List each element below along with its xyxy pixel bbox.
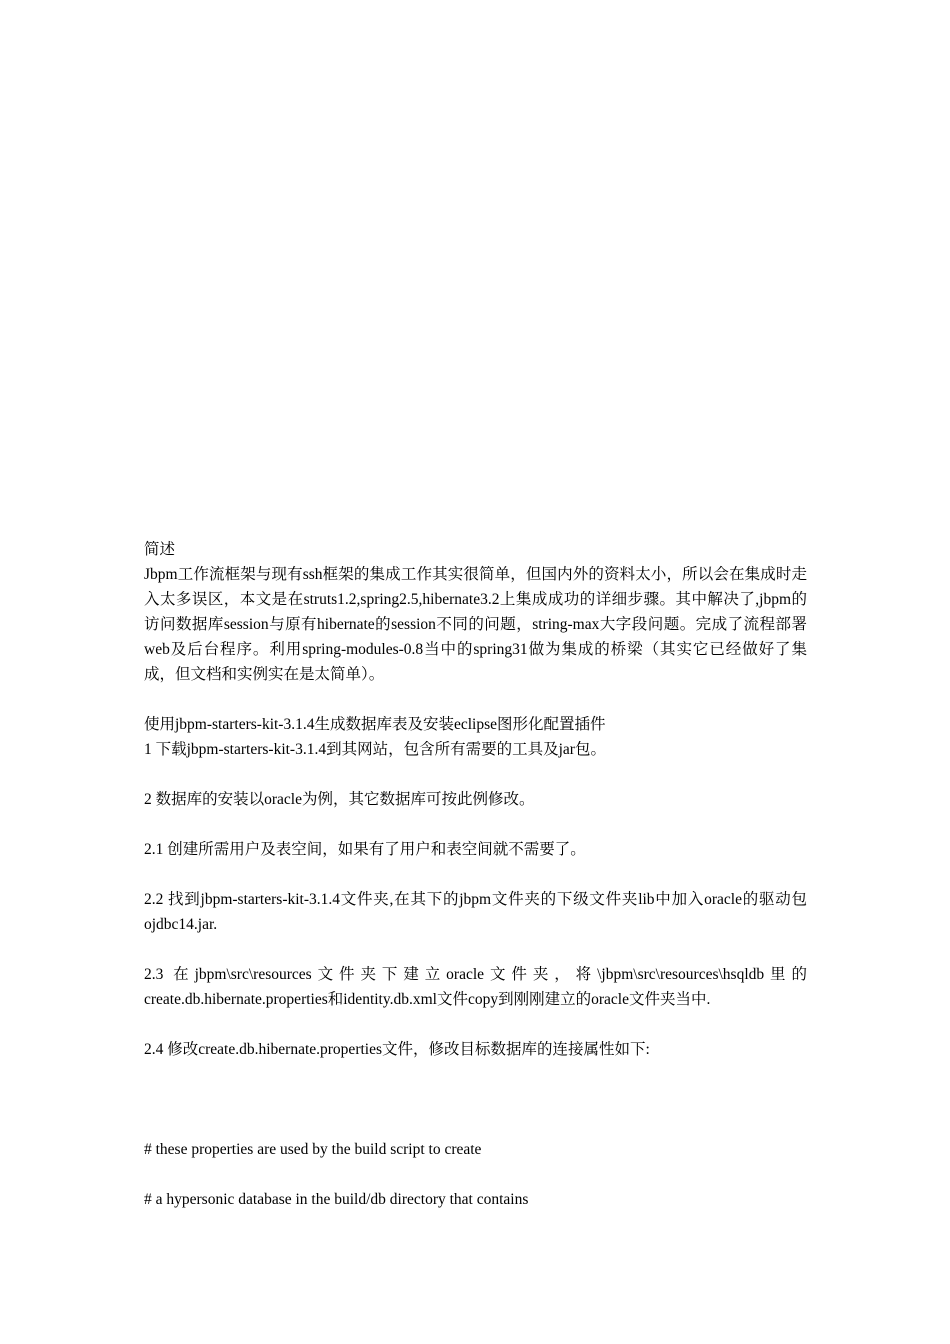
blank-line — [144, 812, 807, 837]
blank-line — [144, 687, 807, 712]
step-2-3-paragraph: 2.3 在jbpm\src\resources文件夹下建立oracle文件夹，将\jbpm\src\resources\hsqldb里的create.db.hibernate.properties和identity.db.xml文件copy到刚刚建立的oracle文件夹当中. — [144, 966, 807, 1008]
blank-line — [144, 937, 807, 962]
blank-line — [144, 1012, 807, 1037]
code-comment-line: # a hypersonic database in the build/db directory that contains — [144, 1191, 529, 1208]
blank-line — [144, 762, 807, 787]
blank-line — [144, 862, 807, 887]
step-2-1-paragraph: 2.1 创建所需用户及表空间，如果有了用户和表空间就不需要了。 — [144, 841, 586, 858]
blank-line — [144, 1162, 807, 1187]
document-body — [144, 537, 807, 1212]
blank-lines — [144, 1062, 807, 1137]
step-2-2-paragraph: 2.2 找到jbpm-starters-kit-3.1.4文件夹,在其下的jbpm文件夹的下级文件夹lib中加入oracle的驱动包ojdbc14.jar. — [144, 891, 807, 933]
step-2-paragraph: 2 数据库的安装以oracle为例，其它数据库可按此例修改。 — [144, 791, 535, 808]
install-section-title: 使用jbpm-starters-kit-3.1.4生成数据库表及安装eclipse图形化配置插件 — [144, 716, 606, 733]
step-1-paragraph: 1 下载jbpm-starters-kit-3.1.4到其网站，包含所有需要的工具及jar包。 — [144, 741, 606, 758]
section-heading: 简述 — [144, 541, 176, 558]
code-comment-line: # these properties are used by the build script to create — [144, 1141, 482, 1158]
step-2-4-paragraph: 2.4 修改create.db.hibernate.properties文件，修改目标数据库的连接属性如下: — [144, 1041, 650, 1058]
intro-paragraph: Jbpm工作流框架与现有ssh框架的集成工作其实很简单，但国内外的资料太小，所以会在集成时走入太多误区，本文是在struts1.2,spring2.5,hibernate3.2上集成成功的详细步骤。其中解决了,jbpm的访问数据库session与原有hibernate的session不同的问题，string-max大字段问题。完成了流程部署web及后台程序。利用spring-modules-0.8当中的spring31做为集成的桥梁（其实它已经做好了集成，但文档和实例实在是太简单）。 — [144, 566, 807, 683]
